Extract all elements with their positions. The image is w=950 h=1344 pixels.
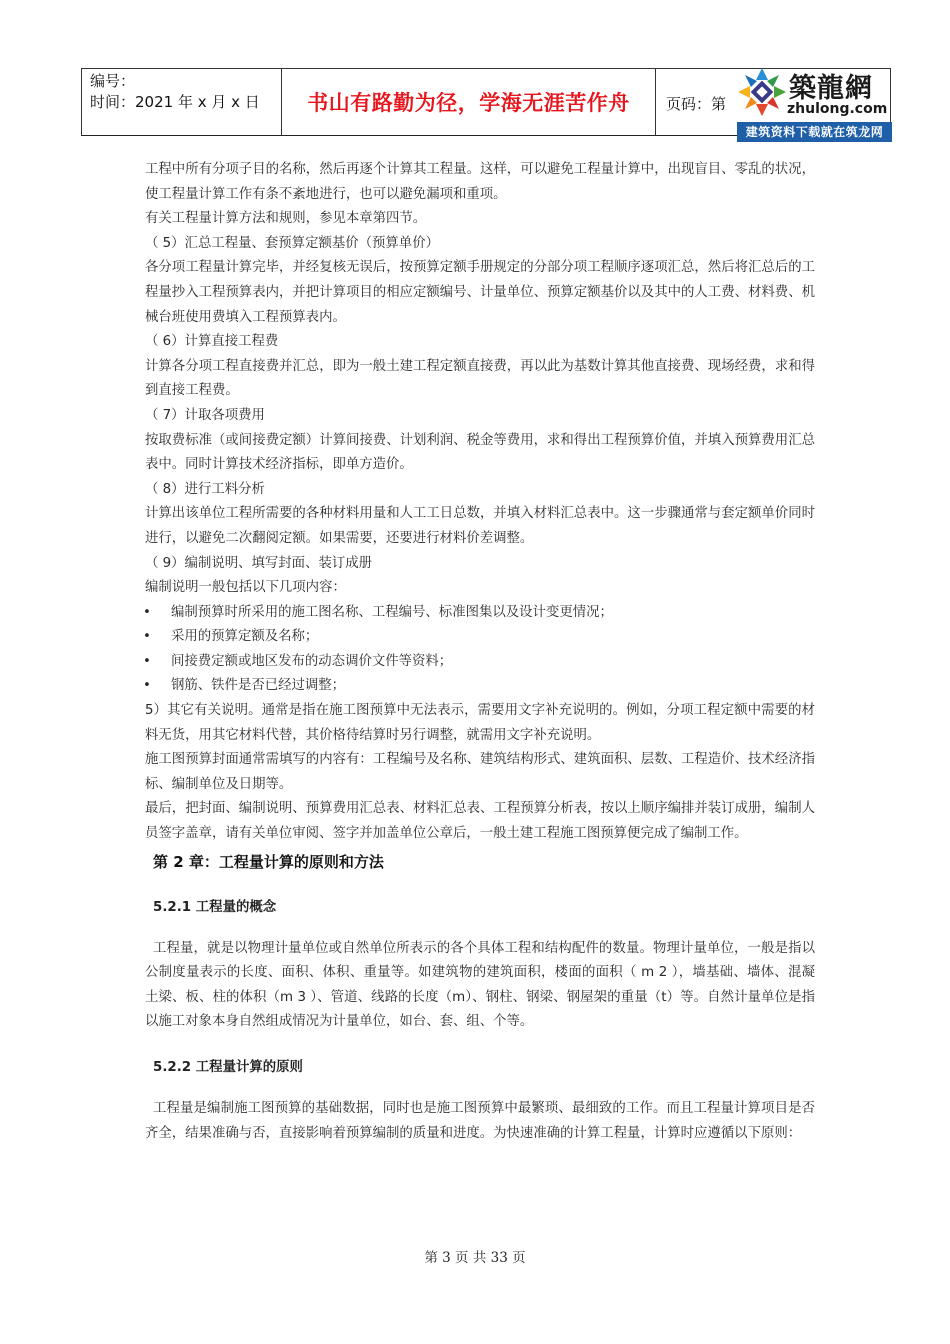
paragraph: 按取费标准（或间接费定额）计算间接费、计划利润、税金等费用，求和得出工程预算价值，并填入预算费用汇总表中。同时计算技术经济指标，即单方造价。	[145, 432, 815, 473]
motto-text: 书山有路勤为径，学海无涯苦作舟	[307, 91, 630, 115]
section-title: 5.2.2 工程量计算的原则	[153, 1060, 303, 1075]
date-label: 时间：2021 年 x 月 x 日	[90, 93, 260, 111]
page-number-label: 页码：第	[666, 95, 727, 113]
page-footer: 第 3 页 共 33 页	[424, 1250, 526, 1266]
paragraph: 工程量是编制施工图预算的基础数据，同时也是施工图预算中最繁琐、最细致的工作。而且工程量计算项目是否齐全，结果准确与否，直接影响着预算编制的质量和进度。为快速准确的计算工程量，计算时应遵循以下原则：	[145, 1101, 815, 1141]
zhulong-logo	[737, 64, 892, 144]
bullet-mark: •	[143, 604, 151, 620]
step-heading: （ 6）计算直接工程费	[145, 334, 279, 350]
section-title: 5.2.1 工程量的概念	[153, 899, 277, 915]
list-item	[143, 625, 815, 650]
list-item-text: 间接费定额或地区发布的动态调价文件等资料；	[171, 653, 453, 669]
header-motto-cell	[282, 69, 656, 135]
paragraph: 各分项工程量计算完毕，并经复核无误后，按预算定额手册规定的分部分项工程顺序逐项汇总，然后将汇总后的工程量抄入工程预算表内，并把计算项目的相应定额编号、计量单位、预算定额基价以及其中的人工费、材料费、机械台班使用费填入工程预算表内。	[145, 260, 815, 325]
paragraph: 工程量，就是以物理计量单位或自然单位所表示的各个具体工程和结构配件的数量。物理计量单位，一般是指以公制度量表示的长度、面积、体积、重量等。如建筑物的建筑面积，楼面的面积（ m 2 ），墙基础、墙体、混凝土梁、板、柱的体积（m 3 ）、管道、线路的长度（m）、钢柱、钢梁、钢屋架的重量（t）等。自然计量单位是指以施工对象本身自然组成情况为计量单位，如台、套、组、个等。	[145, 940, 815, 1030]
list-item-text: 编制预算时所采用的施工图名称、工程编号、标准图集以及设计变更情况；	[171, 604, 613, 620]
paragraph: 工程中所有分项子目的名称，然后再逐个计算其工程量。这样，可以避免工程量计算中，出现盲目、零乱的状况，使工程量计算工作有条不紊地进行，也可以避免漏项和重项。	[145, 162, 815, 202]
snowflake-logo-icon	[737, 64, 787, 122]
paragraph: 有关工程量计算方法和规则，参见本章第四节。	[145, 211, 427, 227]
paragraph: 计算各分项工程直接费并汇总，即为一般土建工程定额直接费，再以此为基数计算其他直接费、现场经费，求和得到直接工程费。	[145, 358, 815, 399]
logo-domain: zhulong.com	[787, 101, 888, 117]
list-item	[143, 601, 815, 626]
chapter-title: 第 2 章：工程量计算的原则和方法	[153, 852, 384, 871]
paragraph: 编制说明一般包括以下几项内容：	[145, 580, 346, 596]
header-info-cell	[82, 69, 282, 135]
paragraph: 施工图预算封面通常需填写的内容有：工程编号及名称、建筑结构形式、建筑面积、层数、工程造价、技术经济指标、编制单位及日期等。	[145, 752, 815, 792]
step-heading: （ 5）汇总工程量、套预算定额基价（预算单价）	[145, 235, 439, 251]
logo-tagline: 建筑资料下载就在筑龙网	[737, 122, 892, 142]
list-item	[143, 674, 815, 699]
code-label: 编号：	[90, 72, 136, 90]
list-item-text: 钢筋、铁件是否已经过调整；	[171, 678, 346, 694]
list-item	[143, 650, 815, 675]
document-body	[145, 158, 815, 1146]
bullet-mark: •	[143, 653, 151, 669]
step-heading: （ 9）编制说明、填写封面、装订成册	[145, 555, 373, 571]
step-heading: （ 8）进行工料分析	[145, 481, 265, 497]
bullet-mark: •	[143, 678, 151, 694]
bullet-mark: •	[143, 629, 151, 645]
step-heading: （ 7）计取各项费用	[145, 407, 265, 423]
paragraph: 最后，把封面、编制说明、预算费用汇总表、材料汇总表、工程预算分析表，按以上顺序编排并装订成册，编制人员签字盖章，请有关单位审阅、签字并加盖单位公章后，一般土建工程施工图预算便完成了编制工作。	[145, 801, 815, 842]
paragraph: 计算出该单位工程所需要的各种材料用量和人工工日总数，并填入材料汇总表中。这一步骤通常与套定额单价同时进行，以避免二次翻阅定额。如果需要，还要进行材料价差调整。	[145, 506, 815, 546]
paragraph: 5）其它有关说明。通常是指在施工图预算中无法表示，需要用文字补充说明的。例如，分项工程定额中需要的材料无货，用其它材料代替，其价格待结算时另行调整，就需用文字补充说明。	[145, 703, 815, 743]
logo-name-cn: 築龍網	[789, 73, 873, 104]
list-item-text: 采用的预算定额及名称；	[171, 629, 319, 645]
